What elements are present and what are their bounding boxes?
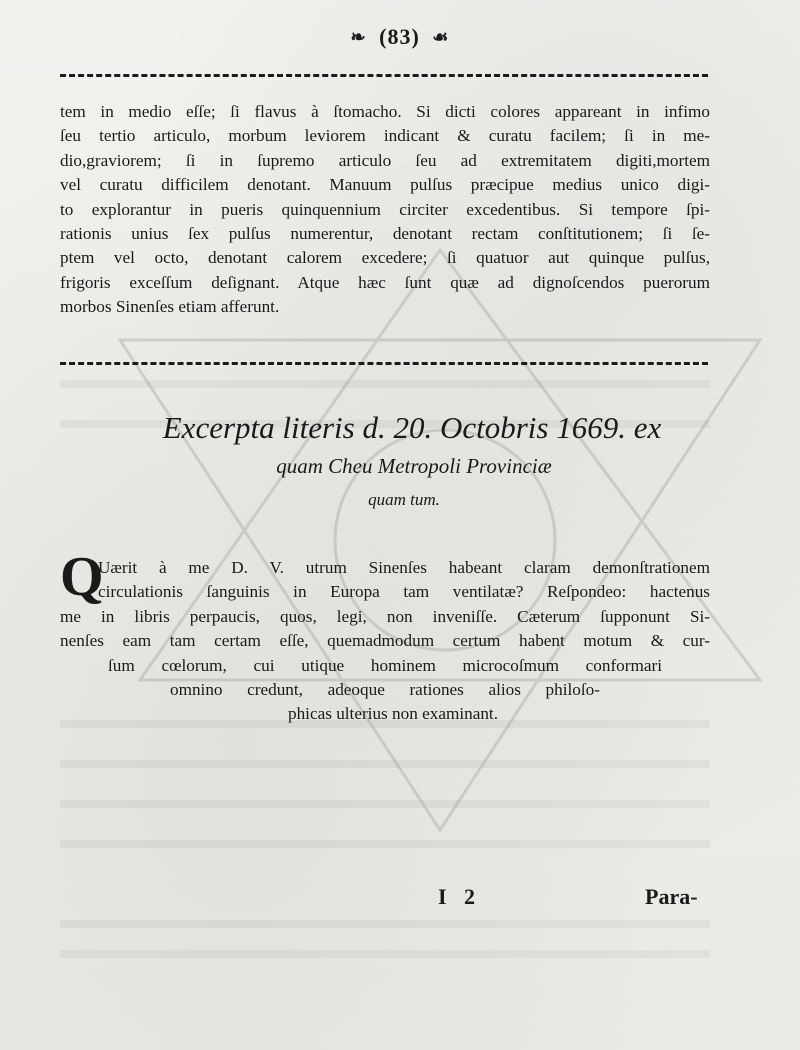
body-paragraph-2 (60, 556, 710, 727)
page-number: (83) (379, 24, 420, 49)
section-title-line-3: quam tum. (368, 490, 440, 509)
fleuron-right-icon: ☙ (432, 27, 450, 47)
text-line: Uærit à me D. V. utrum Sinenſes habeant claram demonſtrationem (98, 558, 710, 577)
text-line: morbos Sinenſes etiam afferunt. (60, 297, 280, 317)
text-line: ſeu tertio articulo, morbum leviorem indicant & curatu facilem; ſi in me- (60, 126, 710, 146)
signature-mark: I 2 (438, 884, 482, 909)
text-line: me in libris perpaucis, quos, legi, non inveniſſe. Cæterum ſupponunt Si- (60, 606, 710, 626)
text-line: ſum cœlorum, cui utique hominem microcoſmum conformari (108, 655, 662, 675)
page-header (0, 24, 800, 50)
text-line: omnino credunt, adeoque rationes alios philoſo- (170, 680, 600, 700)
section-title-line-2: quam Cheu Metropoli Provinciæ (276, 454, 552, 478)
text-line: phicas ulterius non examinant. (287, 704, 499, 724)
text-line: frigoris exceſſum deſignant. Atque hæc ſunt quæ ad dignoſcendos puerorum (60, 272, 710, 292)
body-paragraph-1 (60, 100, 710, 320)
text-line: rationis unius ſex pulſus numerentur, denotant rectam conſtitutionem; ſi ſe- (60, 224, 710, 244)
text-line: circulationis ſanguinis in Europa tam ventilatæ? Reſpondeo: hactenus (98, 582, 710, 602)
text-line: nenſes eam tam certam eſſe, quemadmodum certum habent motum & cur- (60, 631, 710, 651)
section-title-line-1: Excerpta literis d. 20. Octobris 1669. ex (162, 410, 662, 445)
drop-cap: Q (60, 546, 104, 608)
text-line: tem in medio eſſe; ſi flavus à ſtomacho. Si dicti colores appareant in infimo (60, 102, 710, 121)
text-line: to explorantur in pueris quinquennium circiter excedentibus. Si tempore ſpi- (60, 199, 710, 219)
text-line: dio,graviorem; ſi in ſupremo articulo ſeu ad extremitatem digiti,mortem (60, 150, 710, 170)
catchword: Para- (645, 884, 698, 909)
section-divider-rule (60, 362, 708, 369)
text-line: vel curatu difficilem denotant. Manuum pulſus præcipue medius unico digi- (60, 175, 710, 195)
top-divider-rule (60, 74, 708, 81)
text-line: ptem vel octo, denotant calorem excedere; ſi quatuor aut quinque pulſus, (60, 248, 710, 268)
fleuron-left-icon: ❧ (350, 27, 367, 47)
